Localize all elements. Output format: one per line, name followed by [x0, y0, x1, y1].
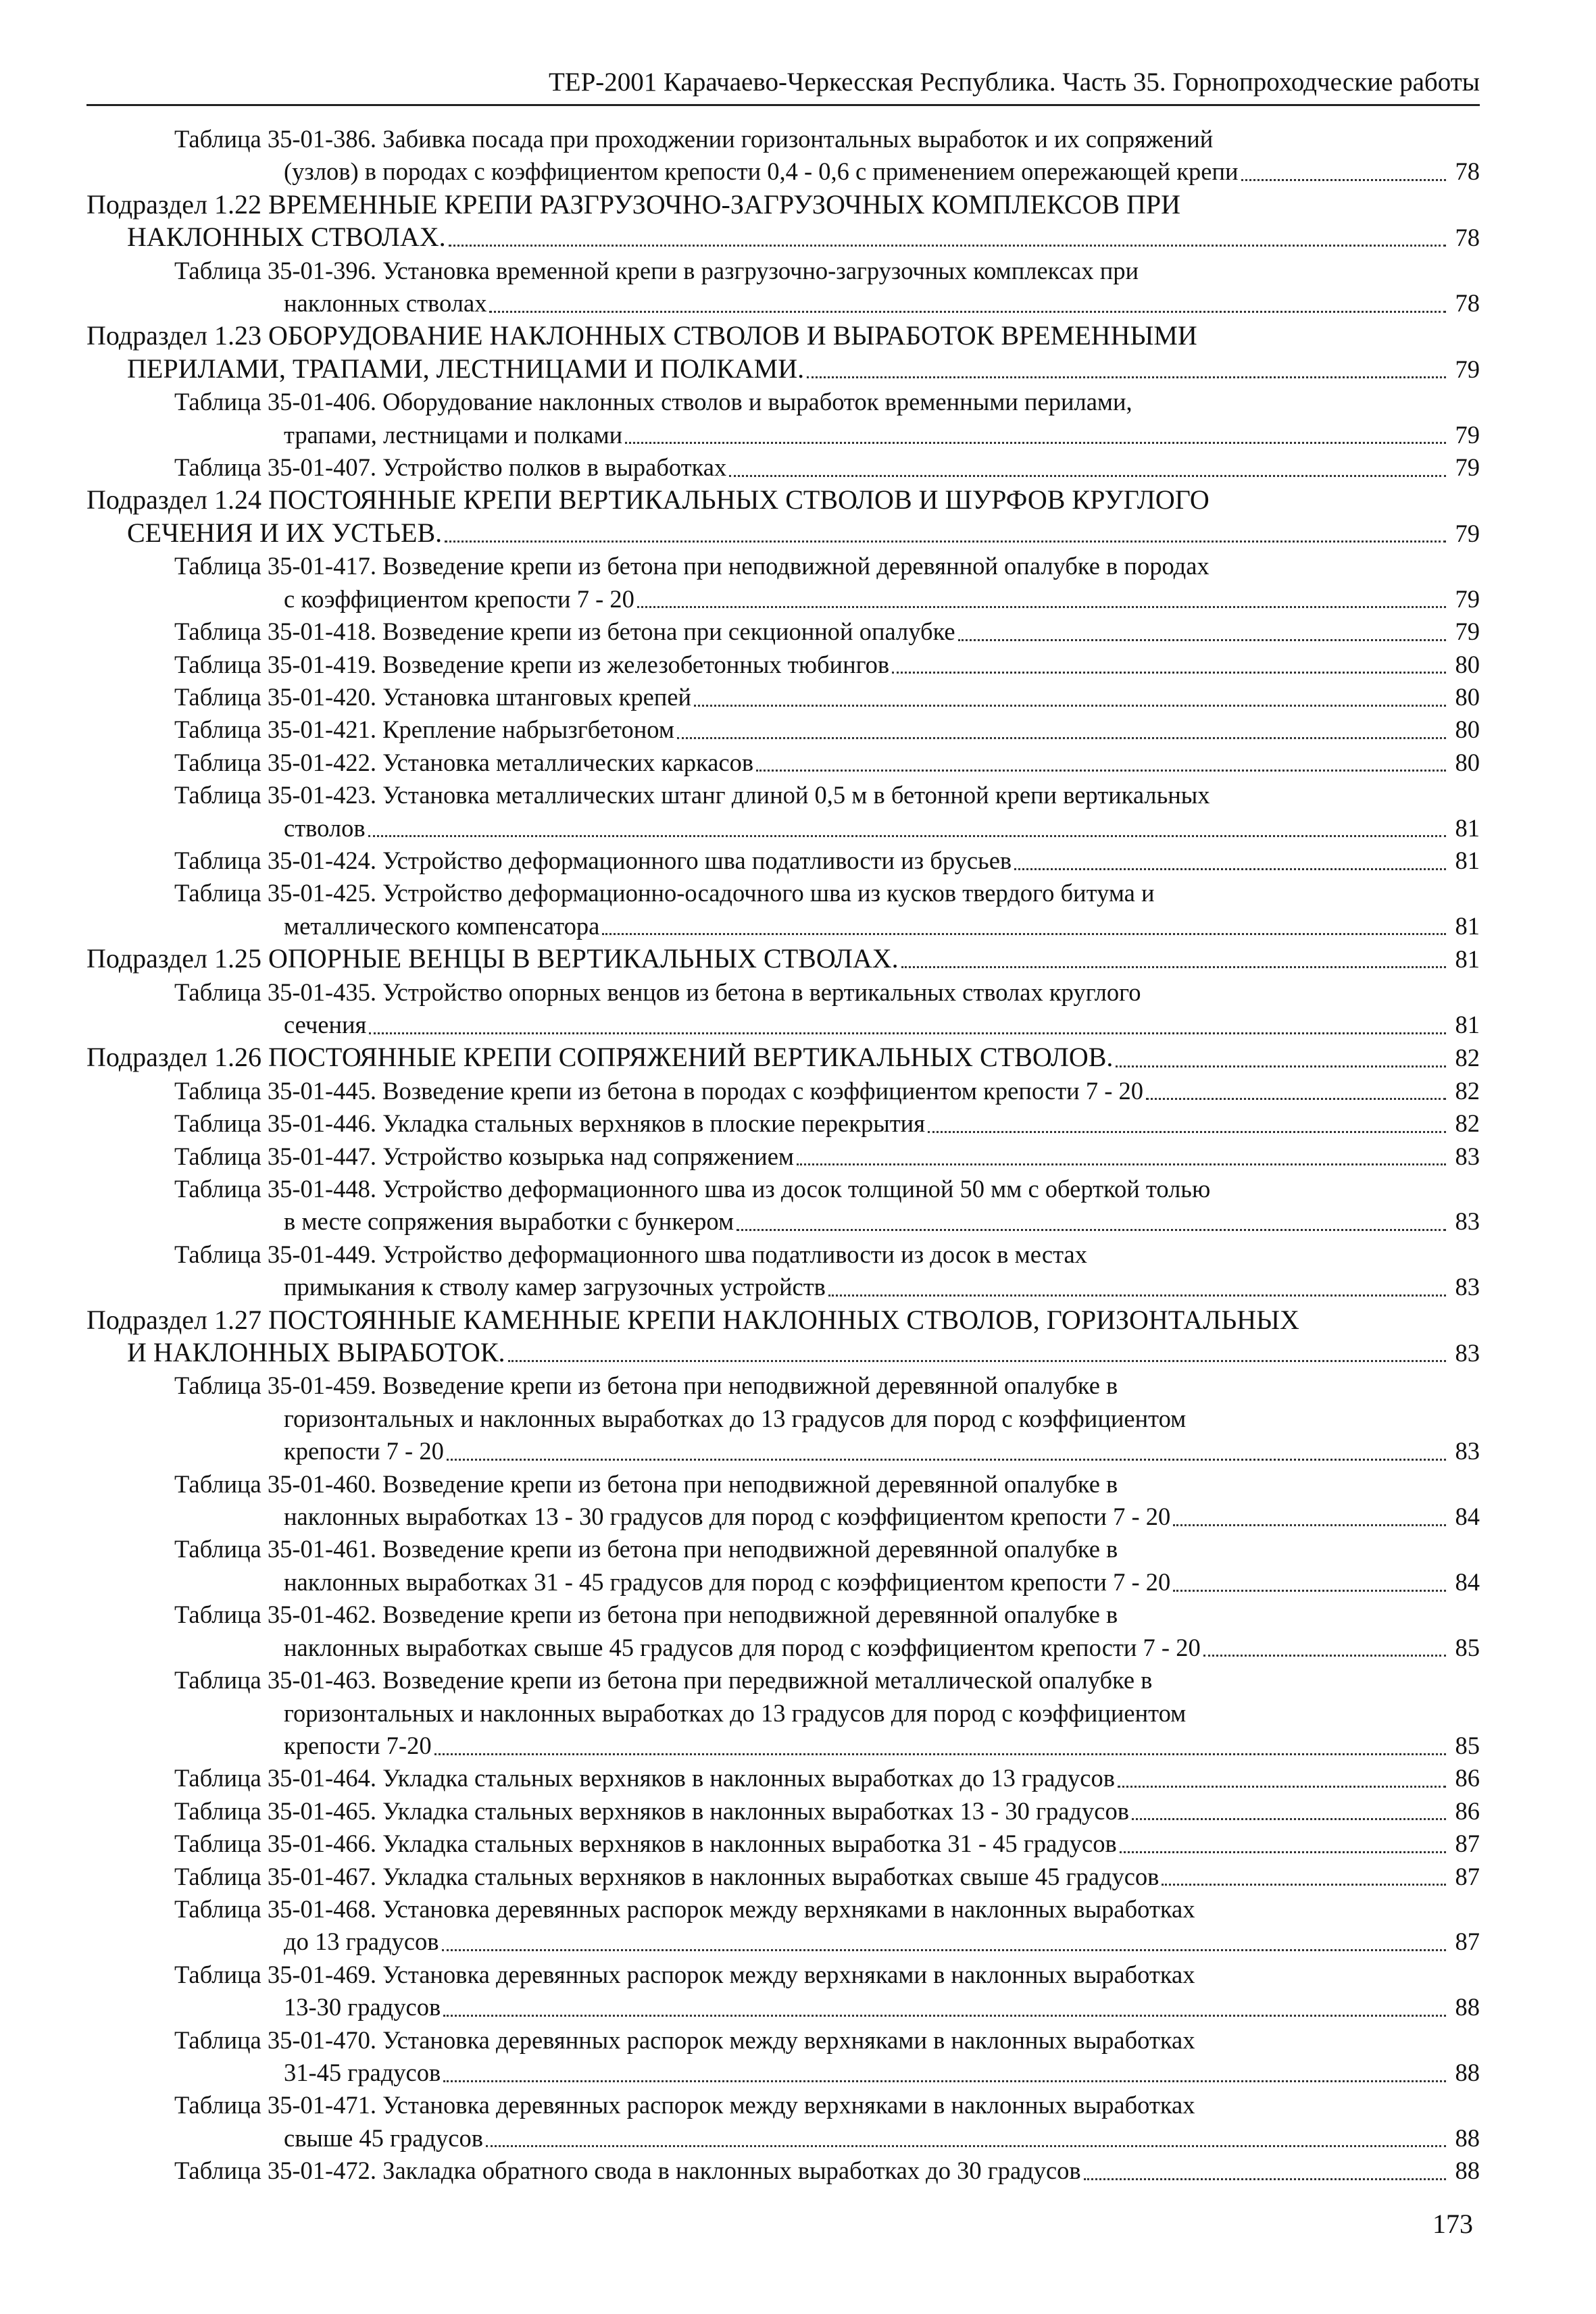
toc-section-entry[interactable]: [86, 188, 1480, 255]
toc-entry-text: стволов: [284, 813, 366, 842]
toc-entry-text: до 13 градусов: [284, 1928, 439, 1956]
dot-leader: [1116, 1065, 1446, 1067]
toc-table-entry[interactable]: [86, 2089, 1480, 2155]
toc-entry-text: Таблица 35-01-465. Укладка стальных верхняков в наклонных выработках 13 - 30 градусов: [174, 1796, 1129, 1825]
dot-leader: [508, 1360, 1446, 1362]
toc-page-number: 81: [1455, 813, 1480, 842]
toc-section-entry[interactable]: [86, 1041, 1480, 1074]
toc-entry-text: Таблица 35-01-406. Оборудование наклонных стволов и выработок временными перилами,: [174, 388, 1132, 416]
toc-table-entry[interactable]: [86, 649, 1480, 681]
dot-leader: [958, 639, 1446, 641]
toc-entry-text: И НАКЛОННЫХ ВЫРАБОТОК.: [127, 1337, 505, 1368]
dot-leader: [729, 475, 1446, 477]
toc-entry-text: наклонных выработках 13 - 30 градусов для пород с коэффициентом крепости 7 - 20: [284, 1503, 1171, 1531]
toc-page-number: 80: [1455, 748, 1480, 776]
toc-table-entry[interactable]: [86, 747, 1480, 779]
toc-page-number: 83: [1455, 1339, 1480, 1367]
toc-entry-text: Таблица 35-01-449. Устройство деформационного шва податливости из досок в местах: [174, 1240, 1087, 1268]
toc-table-entry[interactable]: [86, 1238, 1480, 1304]
toc-page-number: 79: [1455, 453, 1480, 482]
dot-leader: [1084, 2178, 1446, 2180]
toc-page-number: 82: [1455, 1044, 1480, 1072]
toc-entry-text: Подраздел 1.24 ПОСТОЯННЫЕ КРЕПИ ВЕРТИКАЛЬНЫХ СТВОЛОВ И ШУРФОВ КРУГЛОГО: [86, 484, 1210, 515]
toc-entry-text: Таблица 35-01-419. Возведение крепи из железобетонных тюбингов: [174, 650, 890, 678]
toc-entry-text: Таблица 35-01-420. Установка штанговых крепей: [174, 682, 692, 711]
toc-table-entry[interactable]: [86, 681, 1480, 713]
toc-entry-text: Таблица 35-01-459. Возведение крепи из бетона при неподвижной деревянной опалубке в: [174, 1372, 1118, 1400]
dot-leader: [1120, 1851, 1446, 1853]
dot-leader: [1173, 1590, 1446, 1592]
toc-entry-text: Таблица 35-01-460. Возведение крепи из бетона при неподвижной деревянной опалубке в: [174, 1469, 1118, 1498]
toc-page-number: 85: [1455, 1633, 1480, 1661]
toc-table-entry[interactable]: [86, 1468, 1480, 1534]
toc-entry-text: НАКЛОННЫХ СТВОЛАХ.: [127, 222, 446, 253]
toc-entry-text: Подраздел 1.22 ВРЕМЕННЫЕ КРЕПИ РАЗГРУЗОЧНО-ЗАГРУЗОЧНЫХ КОМПЛЕКСОВ ПРИ: [86, 188, 1181, 220]
toc-table-entry[interactable]: [86, 2155, 1480, 2187]
toc-entry-text: Таблица 35-01-462. Возведение крепи из бетона при неподвижной деревянной опалубке в: [174, 1601, 1118, 1629]
toc-table-entry[interactable]: [86, 386, 1480, 451]
toc-page-number: 81: [1455, 945, 1480, 974]
dot-leader: [928, 1131, 1446, 1133]
toc-entry-text: трапами, лестницами и полками: [284, 420, 623, 449]
toc-entry-text: крепости 7 - 20: [284, 1437, 444, 1465]
toc-entry-text: горизонтальных и наклонных выработках до 13 градусов для пород с коэффициентом: [284, 1404, 1187, 1432]
toc-page-number: 79: [1455, 618, 1480, 646]
toc-entry-text: (узлов) в породах с коэффициентом крепости 0,4 - 0,6 с применением опережающей крепи: [284, 157, 1239, 186]
toc-page-number: 81: [1455, 846, 1480, 874]
dot-leader: [677, 737, 1446, 739]
dot-leader: [756, 770, 1446, 772]
toc-page-number: 86: [1455, 1796, 1480, 1825]
toc-entry-text: металлического компенсатора: [284, 911, 600, 940]
toc-entry-text: Подраздел 1.25 ОПОРНЫЕ ВЕНЦЫ В ВЕРТИКАЛЬНЫХ СТВОЛАХ.: [86, 943, 899, 974]
toc-section-entry[interactable]: [86, 1304, 1480, 1370]
toc-page-number: 82: [1455, 1076, 1480, 1105]
toc-page-number: 88: [1455, 1993, 1480, 2021]
toc-page-number: 83: [1455, 1273, 1480, 1301]
dot-leader: [434, 1753, 1446, 1755]
toc-entry-text: Таблица 35-01-466. Укладка стальных верхняков в наклонных выработка 31 - 45 градусов: [174, 1830, 1117, 1858]
toc-entry-text: Таблица 35-01-396. Установка временной крепи в разгрузочно-загрузочных комплексах при: [174, 256, 1139, 284]
toc-table-entry[interactable]: [86, 1861, 1480, 1893]
toc-table-entry[interactable]: [86, 550, 1480, 615]
toc-table-entry[interactable]: [86, 1664, 1480, 1762]
toc-table-entry[interactable]: [86, 877, 1480, 942]
toc-page-number: 79: [1455, 420, 1480, 449]
toc-page-number: 79: [1455, 584, 1480, 613]
toc-entry-text: Таблица 35-01-407. Устройство полков в выработках: [174, 453, 727, 482]
toc-entry-text: в месте сопряжения выработки с бункером: [284, 1207, 734, 1236]
toc-table-entry[interactable]: [86, 1533, 1480, 1599]
toc-table-entry[interactable]: [86, 1795, 1480, 1828]
toc-table-entry[interactable]: [86, 1369, 1480, 1467]
dot-leader: [1146, 1098, 1446, 1100]
toc-page-number: 85: [1455, 1731, 1480, 1759]
toc-entry-text: Таблица 35-01-418. Возведение крепи из бетона при секционной опалубке: [174, 618, 955, 646]
toc-entry-text: 13-30 градусов: [284, 1993, 441, 2021]
dot-leader: [602, 933, 1446, 935]
toc-entry-text: Таблица 35-01-425. Устройство деформационно-осадочного шва из кусков твердого битума и: [174, 879, 1155, 907]
toc-entry-text: Таблица 35-01-445. Возведение крепи из бетона в породах с коэффициентом крепости 7 - 20: [174, 1076, 1143, 1105]
dot-leader: [797, 1163, 1446, 1165]
toc-entry-text: крепости 7-20: [284, 1731, 432, 1759]
dot-leader: [442, 1949, 1447, 1951]
toc-table-entry[interactable]: [86, 1075, 1480, 1107]
dot-leader: [828, 1294, 1446, 1297]
dot-leader: [443, 2015, 1446, 2017]
dot-leader: [368, 835, 1446, 837]
toc-entry-text: Таблица 35-01-461. Возведение крепи из бетона при неподвижной деревянной опалубке в: [174, 1535, 1118, 1563]
dot-leader: [447, 1459, 1446, 1461]
toc-entry-text: Таблица 35-01-464. Укладка стальных верхняков в наклонных выработках до 13 градусов: [174, 1764, 1115, 1792]
toc-entry-text: Подраздел 1.23 ОБОРУДОВАНИЕ НАКЛОННЫХ СТВОЛОВ И ВЫРАБОТОК ВРЕМЕННЫМИ: [86, 320, 1197, 351]
toc-entry-text: Подраздел 1.27 ПОСТОЯННЫЕ КАМЕННЫЕ КРЕПИ НАКЛОННЫХ СТВОЛОВ, ГОРИЗОНТАЛЬНЫХ: [86, 1304, 1299, 1335]
toc-entry-text: наклонных выработках свыше 45 градусов для пород с коэффициентом крепости 7 - 20: [284, 1633, 1201, 1661]
toc-section-entry[interactable]: [86, 484, 1480, 550]
toc-entry-text: Таблица 35-01-422. Установка металлических каркасов: [174, 748, 754, 776]
toc-entry-text: Таблица 35-01-446. Укладка стальных верхняков в плоские перекрытия: [174, 1109, 925, 1138]
toc-entry-text: Таблица 35-01-467. Укладка стальных верхняков в наклонных выработках свыше 45 градусов: [174, 1862, 1159, 1890]
toc-table-entry[interactable]: [86, 451, 1480, 484]
toc-table-entry[interactable]: [86, 845, 1480, 877]
toc-entry-text: Таблица 35-01-421. Крепление набрызгбетоном: [174, 715, 674, 744]
toc-entry-text: Таблица 35-01-471. Установка деревянных распорок между верхняками в наклонных выработках: [174, 2091, 1195, 2119]
toc-table-entry[interactable]: [86, 713, 1480, 746]
toc-page-number: 88: [1455, 2157, 1480, 2185]
toc-entry-text: ПЕРИЛАМИ, ТРАПАМИ, ЛЕСТНИЦАМИ И ПОЛКАМИ.: [127, 353, 805, 384]
toc-entry-text: Таблица 35-01-417. Возведение крепи из бетона при неподвижной деревянной опалубке в породах: [174, 552, 1210, 580]
toc-table-entry[interactable]: [86, 1762, 1480, 1794]
toc-page-number: 80: [1455, 715, 1480, 744]
toc-table-entry[interactable]: [86, 1107, 1480, 1140]
toc-entry-text: Таблица 35-01-472. Закладка обратного свода в наклонных выработках до 30 градусов: [174, 2157, 1081, 2185]
dot-leader: [449, 245, 1446, 247]
toc-page-number: 86: [1455, 1764, 1480, 1792]
toc-entry-text: наклонных стволах: [284, 289, 487, 318]
toc-entry-text: сечения: [284, 1010, 367, 1038]
toc-entry-text: Таблица 35-01-447. Устройство козырька над сопряжением: [174, 1142, 794, 1170]
toc-entry-text: Таблица 35-01-386. Забивка посада при проходжении горизонтальных выработок и их сопряжений: [174, 125, 1214, 153]
toc-table-entry[interactable]: [86, 1140, 1480, 1173]
toc-entry-text: Таблица 35-01-468. Установка деревянных распорок между верхняками в наклонных выработках: [174, 1894, 1195, 1923]
dot-leader: [892, 672, 1446, 674]
dot-leader: [1118, 1786, 1446, 1788]
toc-table-entry[interactable]: [86, 1173, 1480, 1238]
toc-table-entry[interactable]: [86, 255, 1480, 320]
dot-leader: [807, 376, 1446, 378]
dot-leader: [737, 1229, 1446, 1231]
toc-entry-text: с коэффициентом крепости 7 - 20: [284, 584, 634, 613]
toc-table-entry[interactable]: [86, 1828, 1480, 1860]
toc-page-number: 80: [1455, 682, 1480, 711]
toc-section-entry[interactable]: [86, 942, 1480, 976]
dot-leader: [489, 311, 1446, 313]
toc-table-entry[interactable]: [86, 1893, 1480, 1959]
dot-leader: [486, 2145, 1446, 2147]
toc-entry-text: Таблица 35-01-448. Устройство деформационного шва из досок толщиной 50 мм с оберткой толью: [174, 1175, 1211, 1203]
toc-table-entry[interactable]: [86, 123, 1480, 188]
dot-leader: [1132, 1818, 1446, 1820]
toc-page-number: 83: [1455, 1437, 1480, 1465]
toc-entry-text: Таблица 35-01-470. Установка деревянных распорок между верхняками в наклонных выработках: [174, 2026, 1195, 2054]
toc-page-number: 87: [1455, 1862, 1480, 1890]
toc-table-entry[interactable]: [86, 976, 1480, 1042]
page-number: 173: [1432, 2209, 1473, 2239]
toc-page-number: 88: [1455, 2058, 1480, 2086]
toc-table-entry[interactable]: [86, 1599, 1480, 1664]
toc-page-number: 79: [1455, 355, 1480, 383]
dot-leader: [625, 442, 1446, 444]
toc-entry-text: СЕЧЕНИЯ И ИХ УСТЬЕВ.: [127, 517, 443, 548]
dot-leader: [1203, 1655, 1446, 1657]
toc-page-number: 87: [1455, 1928, 1480, 1956]
toc-page-number: 82: [1455, 1109, 1480, 1138]
toc-table-entry[interactable]: [86, 779, 1480, 845]
table-of-contents: [86, 123, 1480, 2188]
toc-entry-text: горизонтальных и наклонных выработках до 13 градусов для пород с коэффициентом: [284, 1699, 1187, 1727]
toc-page-number: 78: [1455, 289, 1480, 318]
dot-leader: [1241, 179, 1446, 181]
toc-entry-text: Таблица 35-01-463. Возведение крепи из бетона при передвижной металлической опалубке в: [174, 1666, 1153, 1694]
toc-table-entry[interactable]: [86, 615, 1480, 648]
dot-leader: [369, 1032, 1446, 1034]
toc-entry-text: примыкания к стволу камер загрузочных устройств: [284, 1273, 826, 1301]
toc-table-entry[interactable]: [86, 2024, 1480, 2090]
toc-entry-text: Таблица 35-01-435. Устройство опорных венцов из бетона в вертикальных стволах круглого: [174, 978, 1141, 1006]
dot-leader: [1014, 868, 1446, 870]
toc-page-number: 81: [1455, 1010, 1480, 1038]
dot-leader: [694, 705, 1446, 707]
toc-entry-text: свыше 45 градусов: [284, 2123, 483, 2152]
dot-leader: [1173, 1524, 1446, 1526]
toc-entry-text: Таблица 35-01-423. Установка металлических штанг длиной 0,5 м в бетонной крепи вертикальных: [174, 781, 1210, 809]
toc-page-number: 88: [1455, 2123, 1480, 2152]
toc-page-number: 83: [1455, 1207, 1480, 1236]
dot-leader: [637, 606, 1446, 608]
toc-page-number: 87: [1455, 1830, 1480, 1858]
toc-page-number: 79: [1455, 519, 1480, 547]
dot-leader: [445, 540, 1446, 543]
toc-entry-text: 31-45 градусов: [284, 2058, 441, 2086]
toc-entry-text: Таблица 35-01-424. Устройство деформационного шва податливости из брусьев: [174, 846, 1012, 874]
dot-leader: [901, 966, 1446, 968]
dot-leader: [443, 2080, 1446, 2082]
toc-entry-text: наклонных выработках 31 - 45 градусов для пород с коэффициентом крепости 7 - 20: [284, 1567, 1171, 1596]
toc-page-number: 78: [1455, 157, 1480, 186]
toc-page-number: 78: [1455, 224, 1480, 252]
dot-leader: [1162, 1884, 1446, 1886]
toc-page-number: 80: [1455, 650, 1480, 678]
toc-page-number: 84: [1455, 1567, 1480, 1596]
toc-entry-text: Таблица 35-01-469. Установка деревянных распорок между верхняками в наклонных выработках: [174, 1960, 1195, 1988]
toc-page-number: 84: [1455, 1503, 1480, 1531]
toc-section-entry[interactable]: [86, 320, 1480, 386]
toc-page-number: 81: [1455, 911, 1480, 940]
toc-page-number: 83: [1455, 1142, 1480, 1170]
toc-entry-text: Подраздел 1.26 ПОСТОЯННЫЕ КРЕПИ СОПРЯЖЕНИЙ ВЕРТИКАЛЬНЫХ СТВОЛОВ.: [86, 1042, 1114, 1073]
toc-table-entry[interactable]: [86, 1959, 1480, 2024]
running-header: ТЕР-2001 Карачаево-Черкесская Республика. Часть 35. Горнопроходческие работы: [86, 66, 1480, 106]
